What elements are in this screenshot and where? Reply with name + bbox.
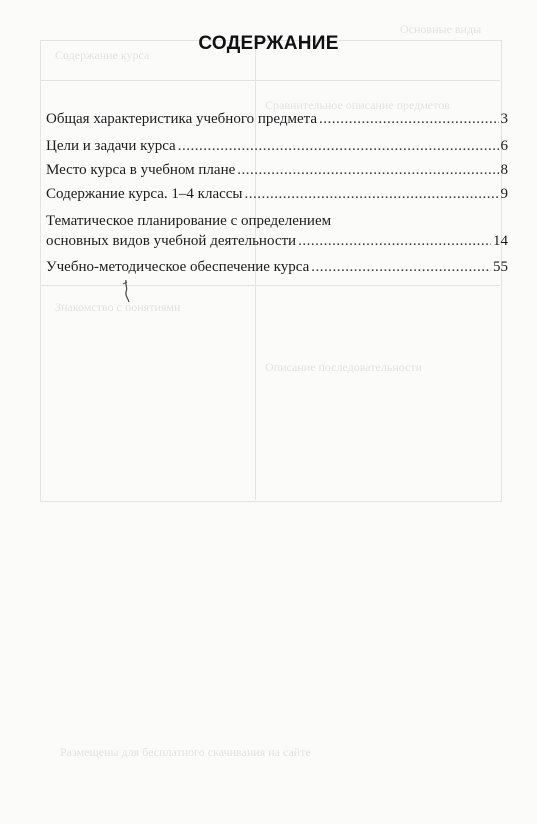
toc-leader-dots xyxy=(237,161,498,180)
toc-entry xyxy=(46,110,508,129)
toc-entry-label: Содержание курса. 1–4 классы xyxy=(46,186,243,202)
toc-entry-page: 6 xyxy=(500,138,508,154)
toc-entry-page: 8 xyxy=(500,162,508,178)
toc-entry-label: Цели и задачи курса xyxy=(46,138,176,154)
toc-entry xyxy=(46,137,508,156)
toc-leader-dots xyxy=(319,110,498,129)
toc-entry-page: 14 xyxy=(493,233,508,249)
toc-entry-label: Учебно-методическое обеспечение курса xyxy=(46,259,310,275)
toc-leader-dots xyxy=(311,258,491,277)
pen-scribble-mark xyxy=(119,278,135,304)
toc-entry-label: Общая характеристика учебного предмета xyxy=(46,111,318,127)
toc-entry-label: Место курса в учебном плане xyxy=(46,162,236,178)
page-title: СОДЕРЖАНИЕ xyxy=(198,33,339,54)
toc-entry-label: основных видов учебной деятельности xyxy=(46,233,297,249)
toc-entry-page: 3 xyxy=(500,111,508,127)
toc-entry-page: 9 xyxy=(500,186,508,202)
toc-leader-dots xyxy=(298,232,491,251)
toc-entry xyxy=(46,232,508,251)
toc-entry xyxy=(46,258,508,277)
toc-leader-dots xyxy=(178,137,499,156)
toc-entry-label-line1: Тематическое планирование с определением xyxy=(46,213,332,229)
toc-entry xyxy=(46,185,508,204)
toc-entry xyxy=(46,161,508,180)
toc-entry-page: 55 xyxy=(493,259,508,275)
toc-leader-dots xyxy=(245,185,499,204)
